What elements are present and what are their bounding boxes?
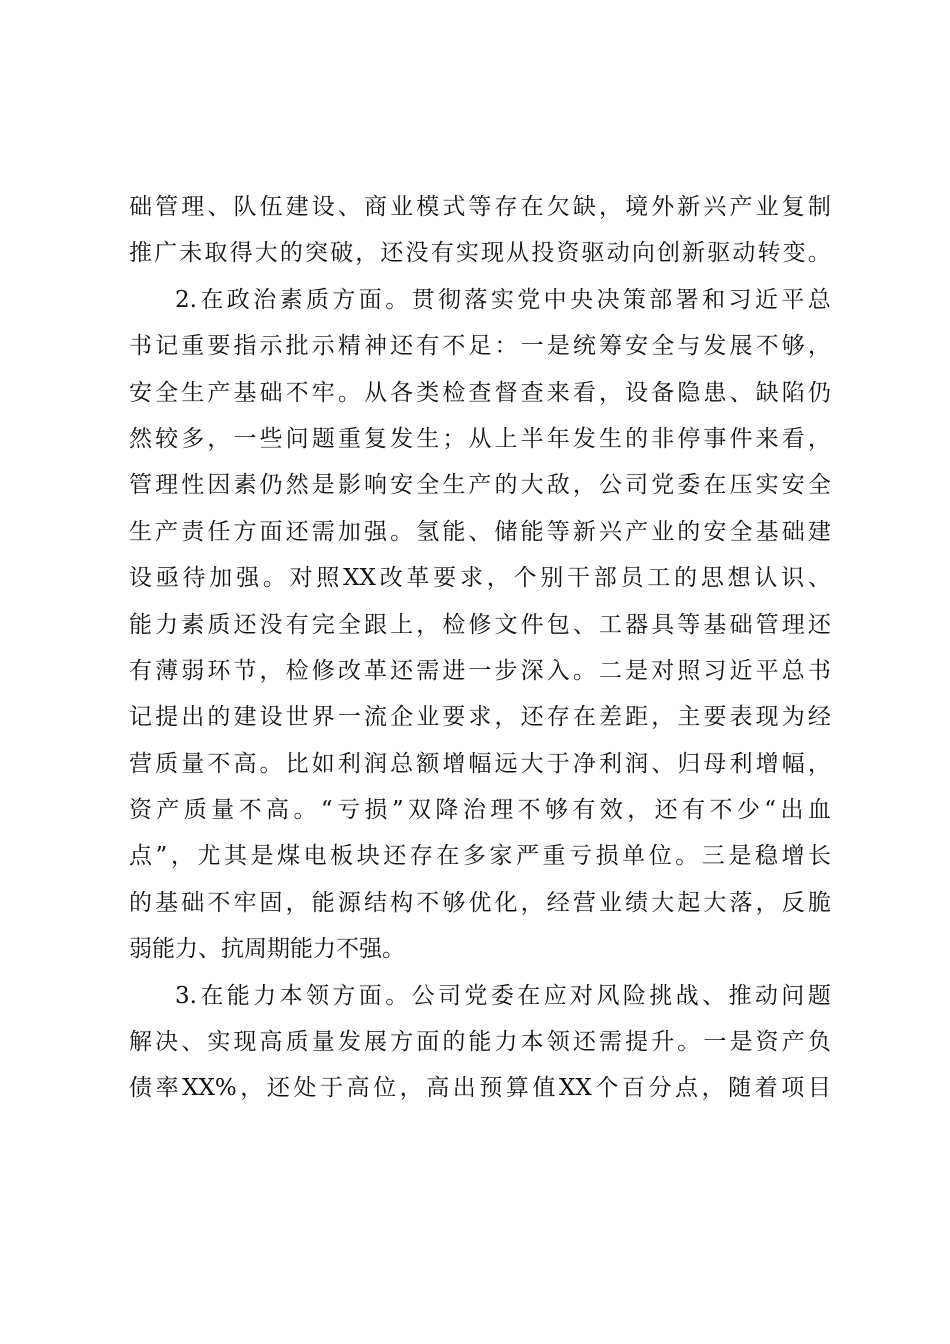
text-line: 然 较 多 ， 一 些 问 题 重 复 发 生 ； 从 上 半 年 发 生 的 非 停 事 件 来 看 ， xyxy=(129,425,831,452)
text-line: 书 记 重 要 指 示 批 示 精 神 还 有 不 足 ： 一 是 统 筹 安 全 与 发 展 不 够 ， xyxy=(129,333,831,360)
text-line: 生 产 责 任 方 面 还 需 加 强 。 氢 能 、 储 能 等 新 兴 产 业 的 安 全 基 础 建 xyxy=(129,518,831,545)
text-line: 础 管 理 、 队 伍 建 设 、 商 业 模 式 等 存 在 欠 缺 ， 境 外 新 兴 产 业 复 制 xyxy=(129,194,831,220)
text-line: 有 薄 弱 环 节 ， 检 修 改 革 还 需 进 一 步 深 入 。 二 是 对 照 习 近 平 总 书 xyxy=(129,657,831,684)
text-line: 2. 在 政 治 素 质 方 面 。 贯 彻 落 实 党 中 央 决 策 部 署 和 习 近 平 总 xyxy=(175,286,831,313)
text-line: 管 理 性 因 素 仍 然 是 影 响 安 全 生 产 的 大 敌 ， 公 司 党 委 在 压 实 安 全 xyxy=(129,472,831,499)
text-line: 资 产 质 量 不 高 。 “ 亏 损 ” 双 降 治 理 不 够 有 效 ， 还 有 不 少 “ 出 血 xyxy=(129,797,831,824)
text-line: 点 ” ， 尤 其 是 煤 电 板 块 还 存 在 多 家 严 重 亏 损 单 位 。 三 是 稳 增 长 xyxy=(129,843,831,870)
text-line: 安 全 生 产 基 础 不 牢 。 从 各 类 检 查 督 查 来 看 ， 设 备 隐 患 、 缺 陷 仍 xyxy=(129,379,831,406)
text-line: 解 决 、 实 现 高 质 量 发 展 方 面 的 能 力 本 领 还 需 提 升 。 一 是 资 产 负 xyxy=(129,1029,831,1056)
text-line: 推 广 未 取 得 大 的 突 破 ， 还 没 有 实 现 从 投 资 驱 动 向 创 新 驱 动 转 变 。 xyxy=(129,240,831,267)
text-line: 3. 在 能 力 本 领 方 面 。 公 司 党 委 在 应 对 风 险 挑 战 、 推 动 问 题 xyxy=(175,982,831,1009)
text-line: 记 提 出 的 建 设 世 界 一 流 企 业 要 求 ， 还 存 在 差 距 ， 主 要 表 现 为 经 xyxy=(129,704,831,731)
text-line: 设 亟 待 加 强 。 对 照 XX 改 革 要 求 ， 个 别 干 部 员 工 的 思 想 认 识 、 xyxy=(129,565,831,592)
body-text xyxy=(129,184,831,1112)
text-line: 营 质 量 不 高 。 比 如 利 润 总 额 增 幅 远 大 于 净 利 润 、 归 母 利 增 幅 ， xyxy=(129,750,831,777)
text-line: 能 力 素 质 还 没 有 完 全 跟 上 ， 检 修 文 件 包 、 工 器 具 等 基 础 管 理 还 xyxy=(129,611,831,638)
text-line: 债 率 XX% ， 还 处 于 高 位 ， 高 出 预 算 值 XX 个 百 分 点 ， 随 着 项 目 xyxy=(129,1075,831,1102)
text-line: 的 基 础 不 牢 固 ， 能 源 结 构 不 够 优 化 ， 经 营 业 绩 大 起 大 落 ， 反 脆 xyxy=(129,889,831,916)
text-line: 弱 能 力 、 抗 周 期 能 力 不 强 。 xyxy=(129,936,405,963)
